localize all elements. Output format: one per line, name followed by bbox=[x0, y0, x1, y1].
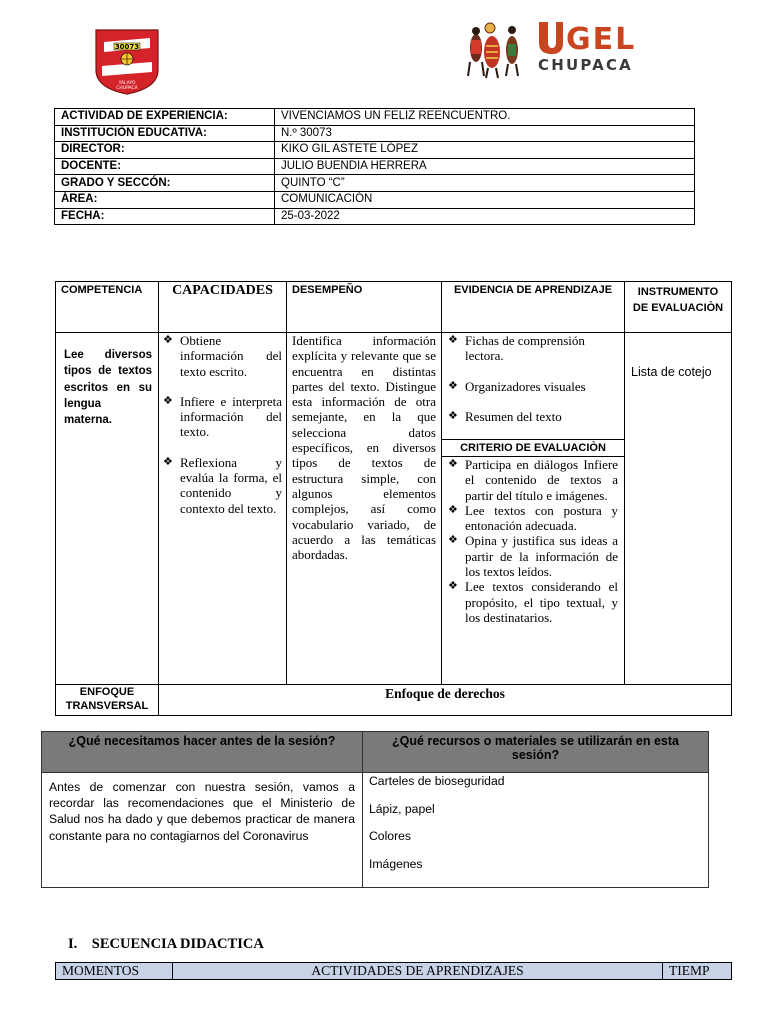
capacidad-item-text: Obtiene información del texto escrito. bbox=[180, 333, 282, 379]
material-item: Colores bbox=[369, 829, 411, 843]
header-capacidades: CAPACIDADES bbox=[159, 282, 287, 333]
header-desempeno: DESEMPEÑO bbox=[287, 282, 442, 333]
question-recursos: ¿Qué recursos o materiales se utilizarán en esta sesión? bbox=[363, 732, 709, 773]
secuencia-table bbox=[55, 962, 732, 980]
criterio-header: CRITERIO DE EVALUACIÒN bbox=[442, 439, 624, 457]
diamond-bullet-icon: ❖ bbox=[163, 394, 173, 407]
diamond-bullet-icon: ❖ bbox=[448, 580, 458, 593]
info-row bbox=[55, 175, 695, 192]
svg-text:CHUPACA: CHUPACA bbox=[116, 86, 138, 91]
header-competencia: COMPETENCIA bbox=[56, 282, 159, 333]
info-label: DIRECTOR: bbox=[55, 142, 275, 159]
ugel-main-text: GEL bbox=[566, 22, 637, 57]
info-value: N.º 30073 bbox=[275, 125, 695, 142]
diamond-bullet-icon: ❖ bbox=[448, 458, 458, 470]
answer-antes: Antes de comenzar con nuestra sesión, vamos a recordar las recomendaciones que el Ministerio de Salud nos ha dado y que debemos practicar de manera constante para no contagiarnos del Coronavirus bbox=[42, 773, 363, 888]
info-value: VIVENCIAMOS UN FELIZ REENCUENTRO. bbox=[275, 109, 695, 126]
info-row bbox=[55, 109, 695, 126]
criterio-item bbox=[448, 579, 618, 625]
header-actividades: ACTIVIDADES DE APRENDIZAJES bbox=[173, 963, 663, 980]
info-table bbox=[54, 108, 695, 225]
question-antes: ¿Qué necesitamos hacer antes de la sesión? bbox=[42, 732, 363, 773]
diamond-bullet-icon: ❖ bbox=[448, 534, 458, 547]
info-label: ACTIVIDAD DE EXPERIENCIA: bbox=[55, 109, 275, 126]
info-label: INSTITUCIÒN EDUCATIVA: bbox=[55, 125, 275, 142]
evidencia-item-text: Resumen del texto bbox=[465, 408, 562, 424]
school-logo bbox=[92, 26, 162, 96]
competencias-table bbox=[55, 281, 732, 716]
desempeno-text: Identifica información explícita y relevante que se encuentra en distintas partes del texto. Distingue esta información de otra semejante, en la que selecciona datos específicos, en diversos tipos de textos de estructura simple, con algunos elementos complejos, así como vocabulario variado, de acuerdo a las temáticas abordadas. bbox=[287, 333, 442, 685]
info-value: JULIO BUENDIA HERRERA bbox=[275, 158, 695, 175]
evidencia-item-text: Organizadores visuales bbox=[465, 378, 586, 394]
info-label: GRADO Y SECCÓN: bbox=[55, 175, 275, 192]
header-instrumento: INSTRUMENTO DE EVALUACIÒN bbox=[625, 282, 732, 333]
criterio-item-text: Opina y justifica sus ideas a partir de la información de los textos leídos. bbox=[465, 533, 618, 580]
instrumento-text: Lista de cotejo bbox=[625, 333, 732, 685]
evidencia-item bbox=[448, 379, 618, 394]
info-label: ÁREA: bbox=[55, 191, 275, 208]
section-title: I. SECUENCIA DIDACTICA bbox=[68, 936, 264, 952]
info-label: DOCENTE: bbox=[55, 158, 275, 175]
diamond-bullet-icon: ❖ bbox=[448, 334, 458, 346]
enfoque-value: Enfoque de derechos bbox=[159, 685, 732, 716]
info-value: KIKO GIL ASTETE LÓPEZ bbox=[275, 142, 695, 159]
ugel-dancers-icon bbox=[462, 18, 524, 80]
evidencias-list bbox=[448, 333, 618, 424]
diamond-bullet-icon: ❖ bbox=[448, 409, 458, 422]
info-row bbox=[55, 142, 695, 159]
info-value: QUINTO “C” bbox=[275, 175, 695, 192]
criterio-item-text: Lee textos considerando el propósito, el tipo textual, y los destinatarios. bbox=[465, 579, 618, 625]
evidencia-item bbox=[448, 409, 618, 424]
material-item: Carteles de bioseguridad bbox=[369, 774, 505, 788]
ugel-logo bbox=[536, 18, 636, 78]
capacidades-list bbox=[163, 333, 282, 516]
info-label: FECHA: bbox=[55, 208, 275, 225]
info-row bbox=[55, 125, 695, 142]
criterios-list bbox=[448, 457, 618, 625]
info-row bbox=[55, 208, 695, 225]
evidencia-item-text: Fichas de comprensión lectora. bbox=[465, 333, 585, 364]
recursos-table bbox=[41, 731, 709, 888]
info-row bbox=[55, 191, 695, 208]
diamond-bullet-icon: ❖ bbox=[163, 455, 173, 468]
svg-text:YALAYO: YALAYO bbox=[118, 81, 136, 86]
diamond-bullet-icon: ❖ bbox=[448, 379, 458, 392]
ugel-u-icon bbox=[536, 18, 566, 56]
info-value: 25-03-2022 bbox=[275, 208, 695, 225]
enfoque-label: ENFOQUE TRANSVERSAL bbox=[56, 685, 159, 716]
capacidad-item bbox=[163, 394, 282, 440]
criterio-item-text: Lee textos con postura y entonación adecuada. bbox=[465, 502, 618, 534]
diamond-bullet-icon: ❖ bbox=[163, 334, 173, 346]
diamond-bullet-icon: ❖ bbox=[448, 503, 458, 516]
criterio-item bbox=[448, 457, 618, 503]
header-momentos: MOMENTOS bbox=[56, 963, 173, 980]
criterio-item bbox=[448, 533, 618, 579]
evidencia-item bbox=[448, 333, 618, 364]
capacidad-item-text: Infiere e interpreta información del texto. bbox=[180, 393, 282, 440]
capacidad-item-text: Reflexiona y evalúa la forma, el contenido y contexto del texto. bbox=[180, 454, 282, 516]
competencia-text: Lee diversos tipos de textos escritos en su lengua materna. bbox=[56, 333, 159, 685]
capacidad-item bbox=[163, 333, 282, 379]
info-row bbox=[55, 158, 695, 175]
svg-text:30073: 30073 bbox=[114, 43, 140, 51]
materiales-list bbox=[363, 773, 709, 888]
criterio-item bbox=[448, 503, 618, 534]
material-item: Imágenes bbox=[369, 856, 423, 871]
material-item: Lápiz, papel bbox=[369, 801, 435, 816]
header-tiempo: TIEMP bbox=[663, 963, 732, 980]
info-value: COMUNICACIÓN bbox=[275, 191, 695, 208]
ugel-sub-text: CHUPACA bbox=[538, 56, 633, 74]
header-evidencia: EVIDENCIA DE APRENDIZAJE bbox=[442, 282, 625, 333]
capacidad-item bbox=[163, 455, 282, 516]
criterio-item-text: Participa en diálogos Infiere el contenido de textos a partir del título e imágenes. bbox=[465, 457, 618, 503]
